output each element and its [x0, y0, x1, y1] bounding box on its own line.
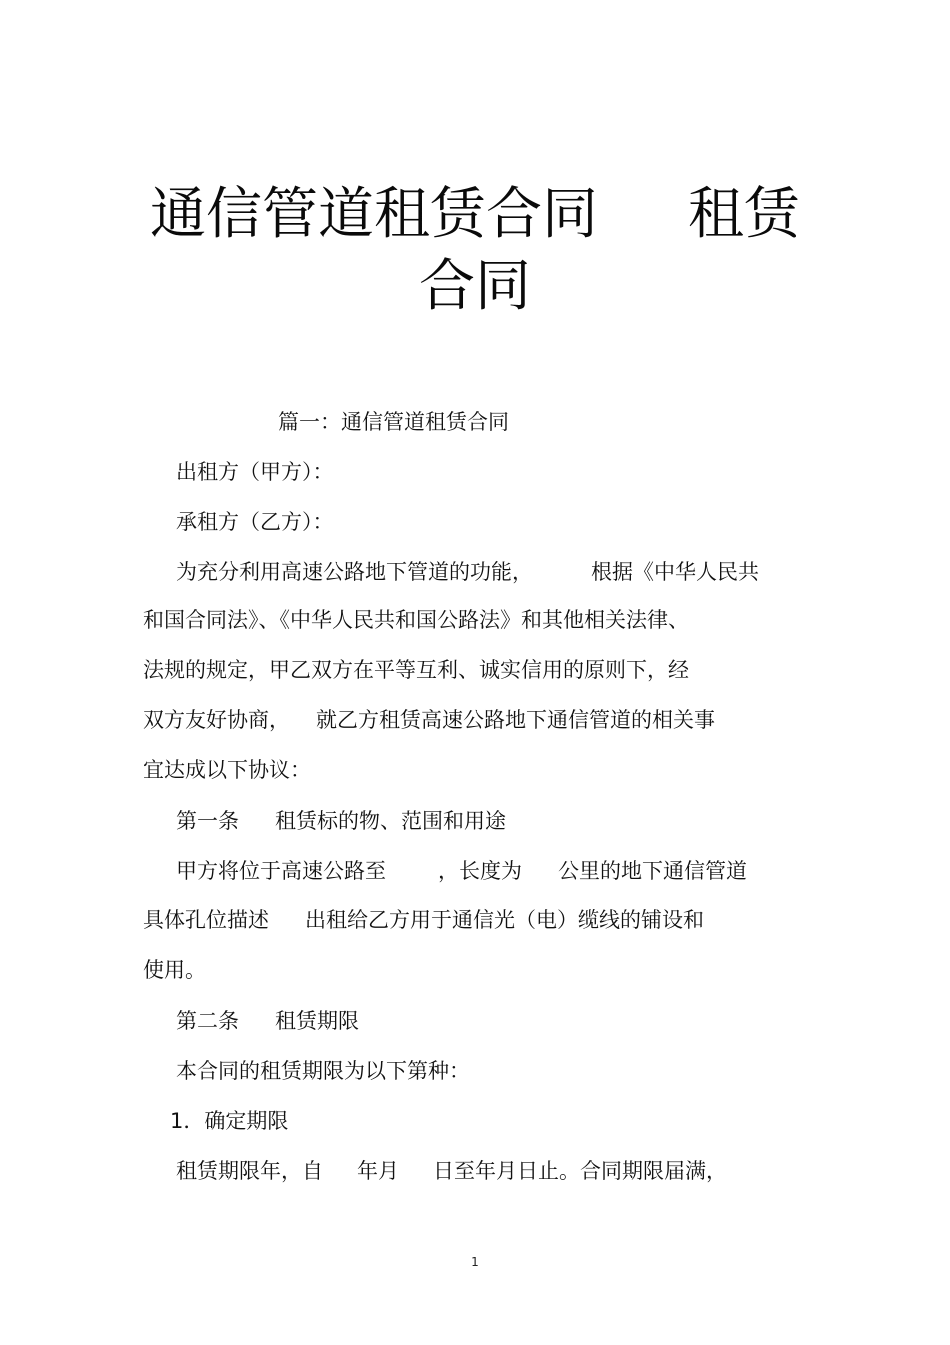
article-2-text-1a: 租赁期限年，自: [176, 1159, 323, 1183]
document-title-line-1: [0, 180, 950, 250]
preamble-line-3: 法规的规定，甲乙双方在平等互利、诚实信用的原则下，经: [143, 658, 689, 682]
preamble-text-1b: 根据《中华人民共: [591, 560, 759, 584]
preamble-text-1a: 为充分利用高速公路地下管道的功能，: [176, 560, 533, 584]
article-1-text-1c: 公里的地下通信管道: [558, 859, 747, 883]
section-subtitle: 篇一：通信管道租赁合同: [278, 410, 509, 434]
article-2-item-1: 1．确定期限: [170, 1109, 289, 1133]
document-title-line-2: [0, 252, 950, 322]
article-2-text-1c: 日至年月日止。合同期限届满，: [433, 1159, 727, 1183]
article-1-title: 租赁标的物、范围和用途: [275, 809, 506, 833]
lessee-line: 承租方（乙方）：: [176, 510, 334, 534]
article-1-line-2: [143, 905, 704, 935]
title-text-main: 通信管道租赁合同: [150, 182, 598, 247]
article-1-text-2b: 出租给乙方用于通信光（电）缆线的铺设和: [305, 908, 704, 932]
title-text-line2: 合同: [419, 254, 531, 319]
article-2-intro: 本合同的租赁期限为以下第种：: [176, 1059, 470, 1083]
article-1-text-2a: 具体孔位描述: [143, 908, 269, 932]
preamble-text-4b: 就乙方租赁高速公路地下通信管道的相关事: [316, 708, 715, 732]
article-1-number: 第一条: [176, 809, 239, 833]
article-2-number: 第二条: [176, 1009, 239, 1033]
article-2-heading: [176, 1006, 359, 1036]
preamble-line-4: [143, 705, 715, 735]
article-2-title: 租赁期限: [275, 1009, 359, 1033]
preamble-text-4a: 双方友好协商，: [143, 708, 290, 732]
article-1-text-1b: ，长度为: [438, 859, 522, 883]
lessor-line: 出租方（甲方）：: [176, 460, 334, 484]
article-1-heading: [176, 806, 506, 836]
article-2-text-1b: 年月: [357, 1159, 399, 1183]
article-2-line-1: [176, 1156, 727, 1186]
article-1-line-3: 使用。: [143, 958, 206, 982]
article-1-line-1: [176, 856, 747, 886]
article-1-text-1a: 甲方将位于高速公路至: [176, 859, 386, 883]
page-number: 1: [471, 1255, 479, 1269]
preamble-line-5: 宜达成以下协议：: [143, 758, 311, 782]
preamble-line-2: 和国合同法》、《中华人民共和国公路法》和其他相关法律、: [143, 608, 689, 632]
preamble-line-1: [176, 557, 759, 587]
title-text-suffix: 租赁: [688, 182, 800, 247]
